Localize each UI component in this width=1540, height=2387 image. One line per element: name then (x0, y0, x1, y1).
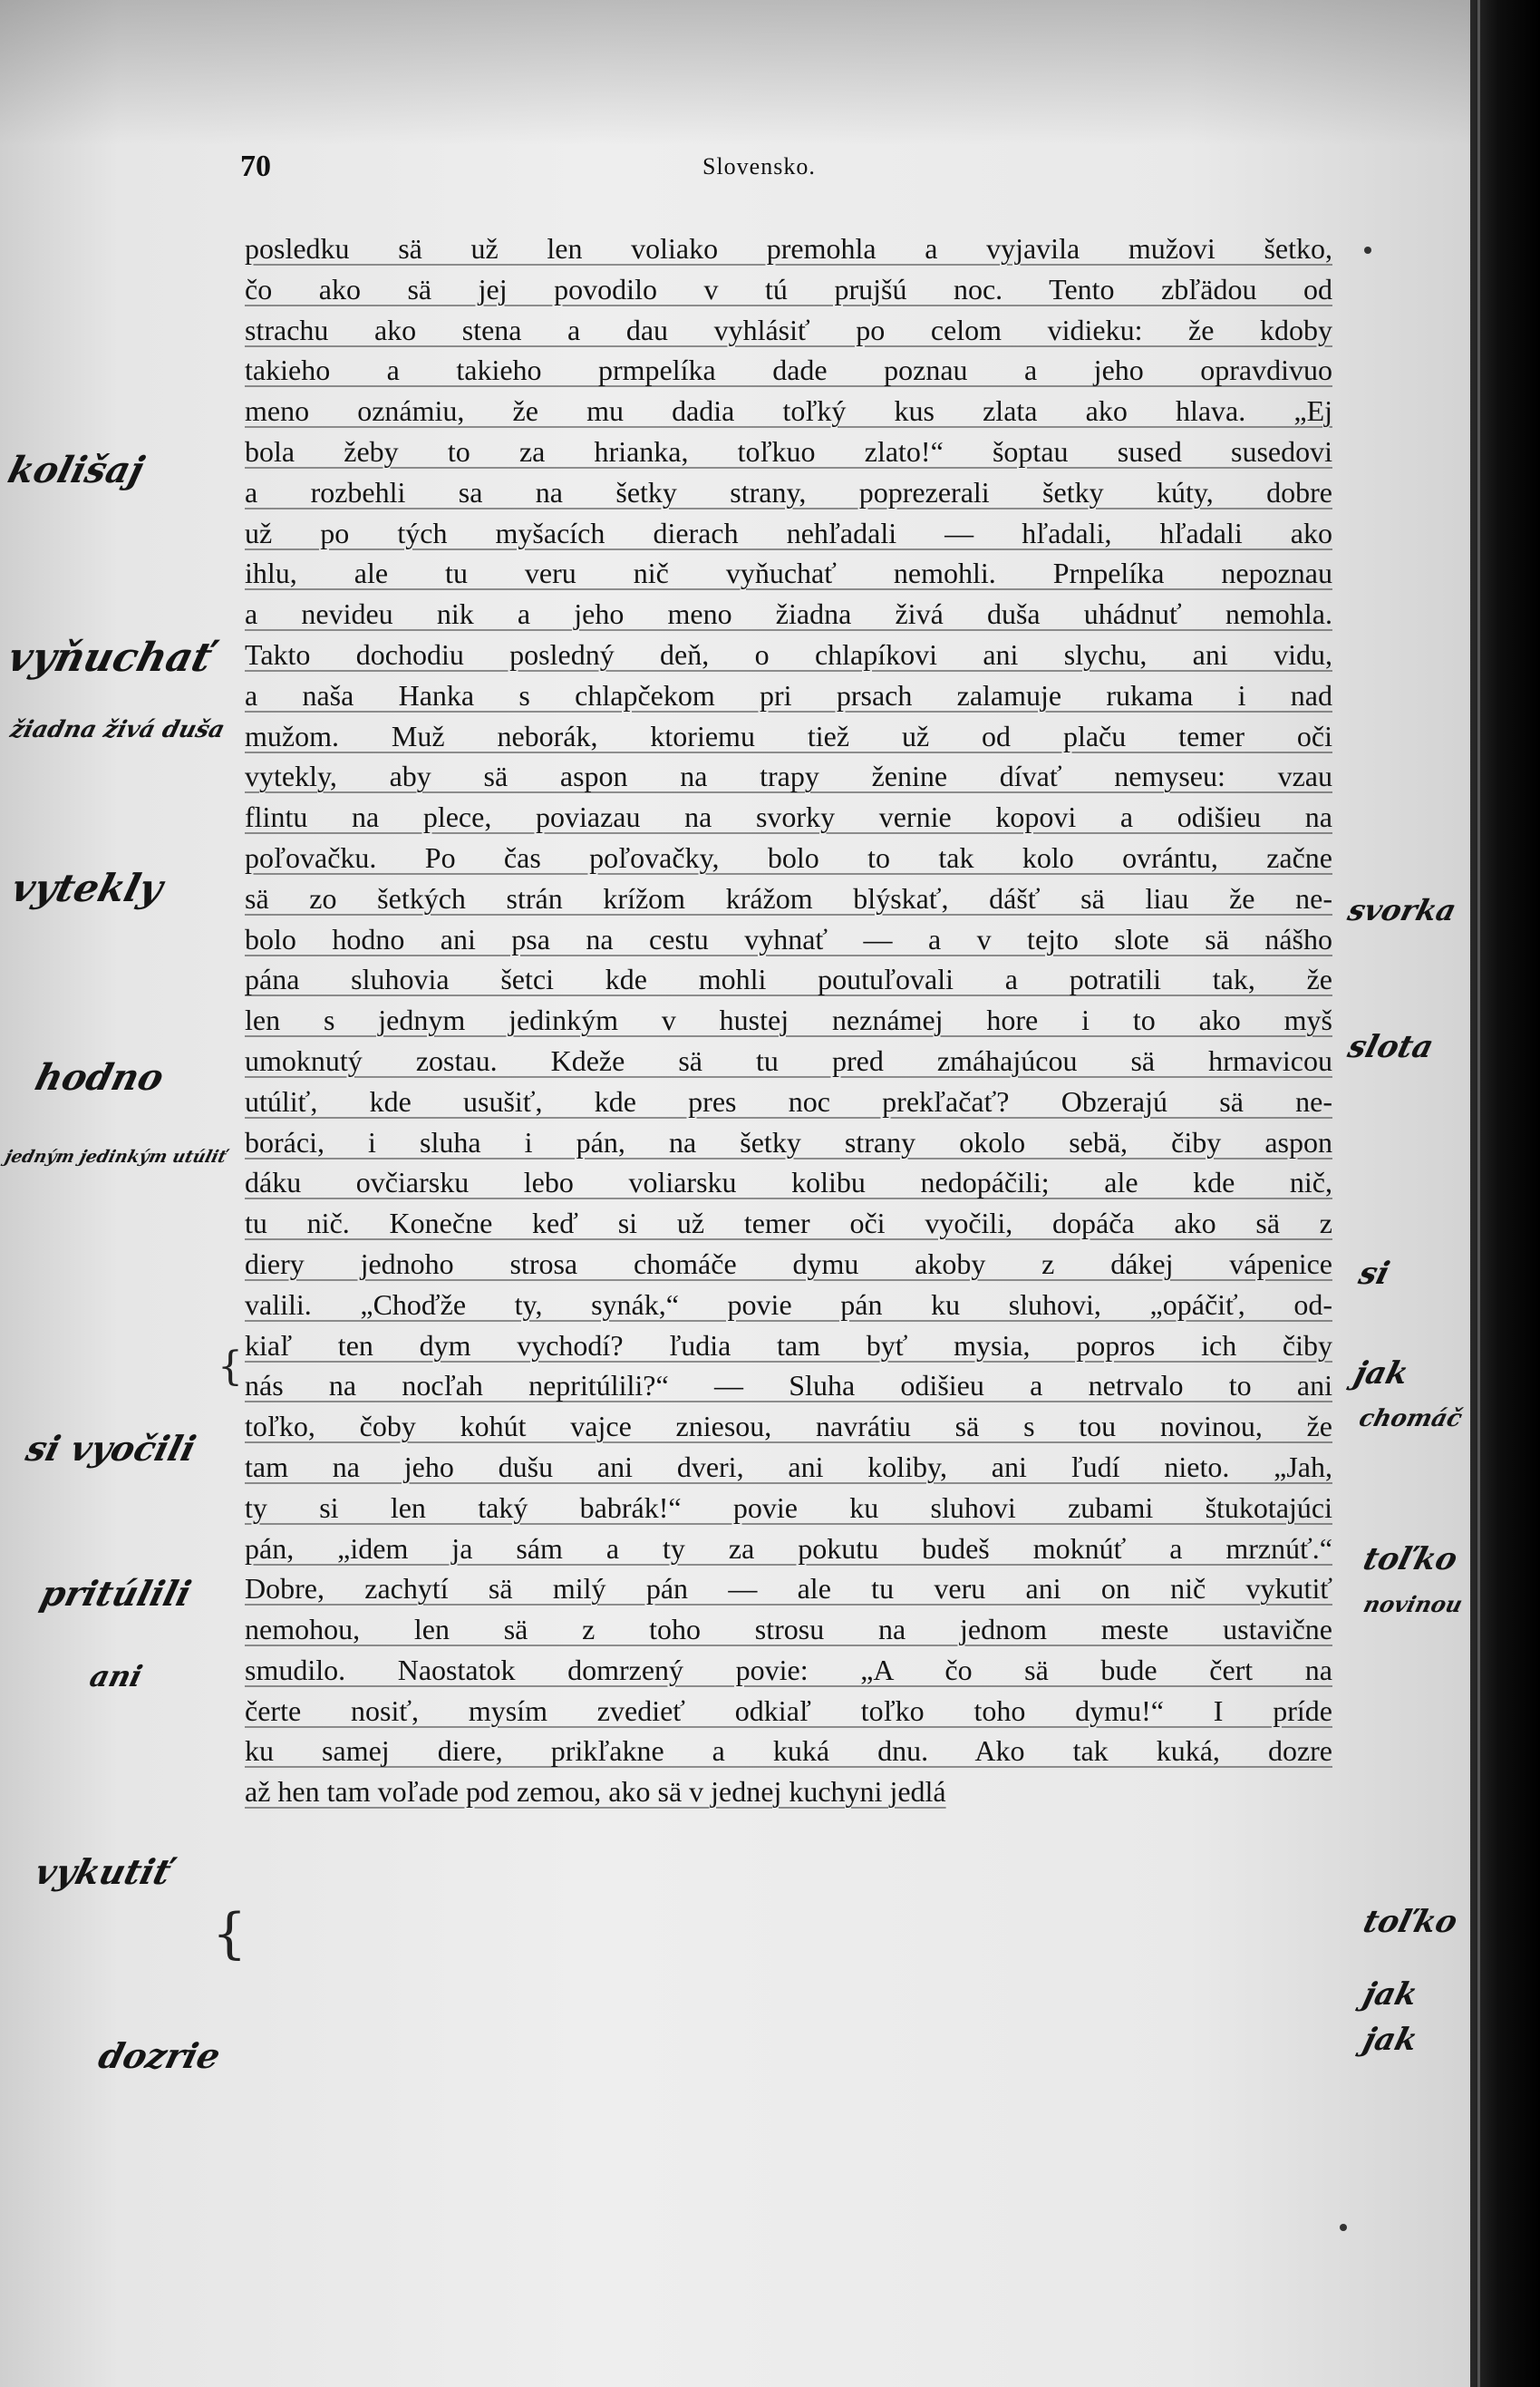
text-line: pána sluhovia šetci kde mohli poutuľovali a potratili tak, že (245, 963, 1332, 996)
text-line: len s jednym jedinkým v hustej neznámej hore i to ako myš (245, 1004, 1332, 1037)
text-line: nemohou, len sä z toho strosu na jednom meste ustavične (245, 1613, 1332, 1646)
text-line: tam na jeho dušu ani dveri, ani koliby, ani ľudí nieto. „Jah, (245, 1450, 1332, 1483)
text-line: dáku ovčiarsku lebo voliarsku kolibu nedopáčili; ale kde nič, (245, 1166, 1332, 1199)
handwritten-note: pritúlili (36, 1573, 196, 1614)
ink-dot (1364, 247, 1371, 254)
brace-mark: { (212, 1902, 247, 1965)
text-line: bola žeby to za hrianka, toľkuo zlato!“ šoptau sused susedovi (245, 434, 1332, 468)
text-line: meno oznámiu, že mu dadia toľký kus zlata ako hlava. „Ej (245, 394, 1332, 428)
handwritten-note: jak (1360, 1976, 1421, 2013)
handwritten-note: kolišaj (4, 449, 149, 491)
text-line: flintu na plece, poviazau na svorky vernie kopovi a odišieu na (245, 801, 1332, 834)
handwritten-note: si vyočili (22, 1428, 200, 1469)
text-line: utúliť, kde usušiť, kde pres noc prekľačať? Obzerajú sä ne- (245, 1084, 1332, 1118)
text-block (245, 228, 1332, 1812)
text-line: kiaľ ten dym vychodí? ľudia tam byť mysia, popros ich čiby (245, 1328, 1332, 1362)
handwritten-note: svorka (1344, 893, 1460, 927)
text-line: a naša Hanka s chlapčekom pri prsach zalamuje rukama i nad (245, 678, 1332, 712)
book-spine (1470, 0, 1540, 2387)
text-line: čo ako sä jej povodilo v tú prujšú noc. Tento zbľädou od (245, 272, 1332, 306)
handwritten-note: jak (1351, 1355, 1412, 1392)
text-line: sä zo šetkých strán krížom krážom blýskať, dášť sä liau že ne- (245, 881, 1332, 915)
text-line: a nevideu nik a jeho meno žiadna živá duša uhádnuť nemohla. (245, 597, 1332, 631)
handwritten-note: jak (1360, 2022, 1421, 2058)
text-line: valili. „Choďže ty, synák,“ povie pán ku sluhovi, „opáčiť, od- (245, 1287, 1332, 1321)
text-line: umoknutý zostau. Kdeže sä tu pred zmáhajúcou sä hrmavicou (245, 1043, 1332, 1077)
text-line: bolo hodno ani psa na cestu vyhnať — a v tejto slote sä nášho (245, 922, 1332, 956)
brace-mark: { (218, 1344, 243, 1390)
text-line: pán, „idem ja sám a ty za pokutu budeš moknúť a mrznúť.“ (245, 1531, 1332, 1565)
page-title: Slovensko. (702, 153, 816, 180)
text-line: tu nič. Konečne keď si už temer oči vyočili, dopáča ako sä z (245, 1207, 1332, 1240)
handwritten-note: žiadna živá duša (7, 716, 228, 743)
text-line: diery jednoho strosa chomáče dymu akoby z dákej vápenice (245, 1247, 1332, 1280)
text-line: ihlu, ale tu veru nič vyňuchať nemohli. Prnpelíka nepoznau (245, 557, 1332, 590)
handwritten-note: novinou (1361, 1591, 1466, 1617)
text-line: a rozbehli sa na šetky strany, poprezerali šetky kúty, dobre (245, 475, 1332, 509)
handwritten-note: ani (86, 1659, 146, 1693)
handwritten-note: vyňuchať (3, 635, 218, 681)
handwritten-note: dozrie (94, 2035, 225, 2076)
handwritten-note: toľko (1360, 1541, 1461, 1577)
text-line: takieho a takieho prmpelíka dade poznau a jeho opravdivuo (245, 354, 1332, 387)
handwritten-note: slota (1344, 1029, 1438, 1065)
text-line: až hen tam voľade pod zemou, ako sä v jednej kuchyni jedlá (245, 1775, 946, 1809)
text-line: nás na nocľah nepritúlili?“ — Sluha odišieu a netrvalo to ani (245, 1369, 1332, 1402)
text-line: už po tých myšacích dierach nehľadali — hľadali, hľadali ako (245, 516, 1332, 549)
handwritten-note: vykutiť (31, 1851, 176, 1892)
running-head (240, 150, 929, 186)
handwritten-note: jedným jedinkým utúliť (3, 1147, 229, 1167)
text-line: ku samej diere, prikľakne a kuká dnu. Ako tak kuká, dozre (245, 1734, 1332, 1768)
text-line: Takto dochodiu posledný deň, o chlapíkovi ani slychu, ani vidu, (245, 637, 1332, 671)
page-number: 70 (240, 150, 271, 183)
handwritten-note: vytekly (6, 866, 168, 910)
text-line: mužom. Muž neborák, ktoriemu tiež už od plaču temer oči (245, 719, 1332, 752)
text-line: ty si len taký babrák!“ povie ku sluhovi zubami štukotajúci (245, 1490, 1332, 1524)
handwritten-note: si (1355, 1256, 1394, 1292)
text-line: čerte nosiť, mysím zvedieť odkiaľ toľko toho dymu!“ I príde (245, 1693, 1332, 1727)
handwritten-note: chomáč (1356, 1405, 1466, 1432)
handwritten-note: toľko (1360, 1904, 1461, 1940)
text-line: posledku sä už len voliako premohla a vyjavila mužovi šetko, (245, 232, 1332, 265)
text-line: vytekly, aby sä aspon na trapy ženine dívať nemyseu: vzau (245, 760, 1332, 793)
ink-dot (1340, 2224, 1347, 2231)
text-line: strachu ako stena a dau vyhlásiť po celom vidieku: že kdoby (245, 313, 1332, 346)
text-line: boráci, i sluha i pán, na šetky strany okolo sebä, čiby aspon (245, 1125, 1332, 1159)
handwritten-note: hodno (31, 1056, 169, 1099)
text-line: smudilo. Naostatok domrzený povie: „A čo sä bude čert na (245, 1653, 1332, 1686)
text-line: poľovačku. Po čas poľovačky, bolo to tak kolo ovrántu, začne (245, 840, 1332, 874)
text-line: toľko, čoby kohút vajce zniesou, navrátiu sä s tou novinou, že (245, 1410, 1332, 1443)
spine-edge (1477, 0, 1480, 2387)
text-line: Dobre, zachytí sä milý pán — ale tu veru ani on nič vykutiť (245, 1572, 1332, 1606)
